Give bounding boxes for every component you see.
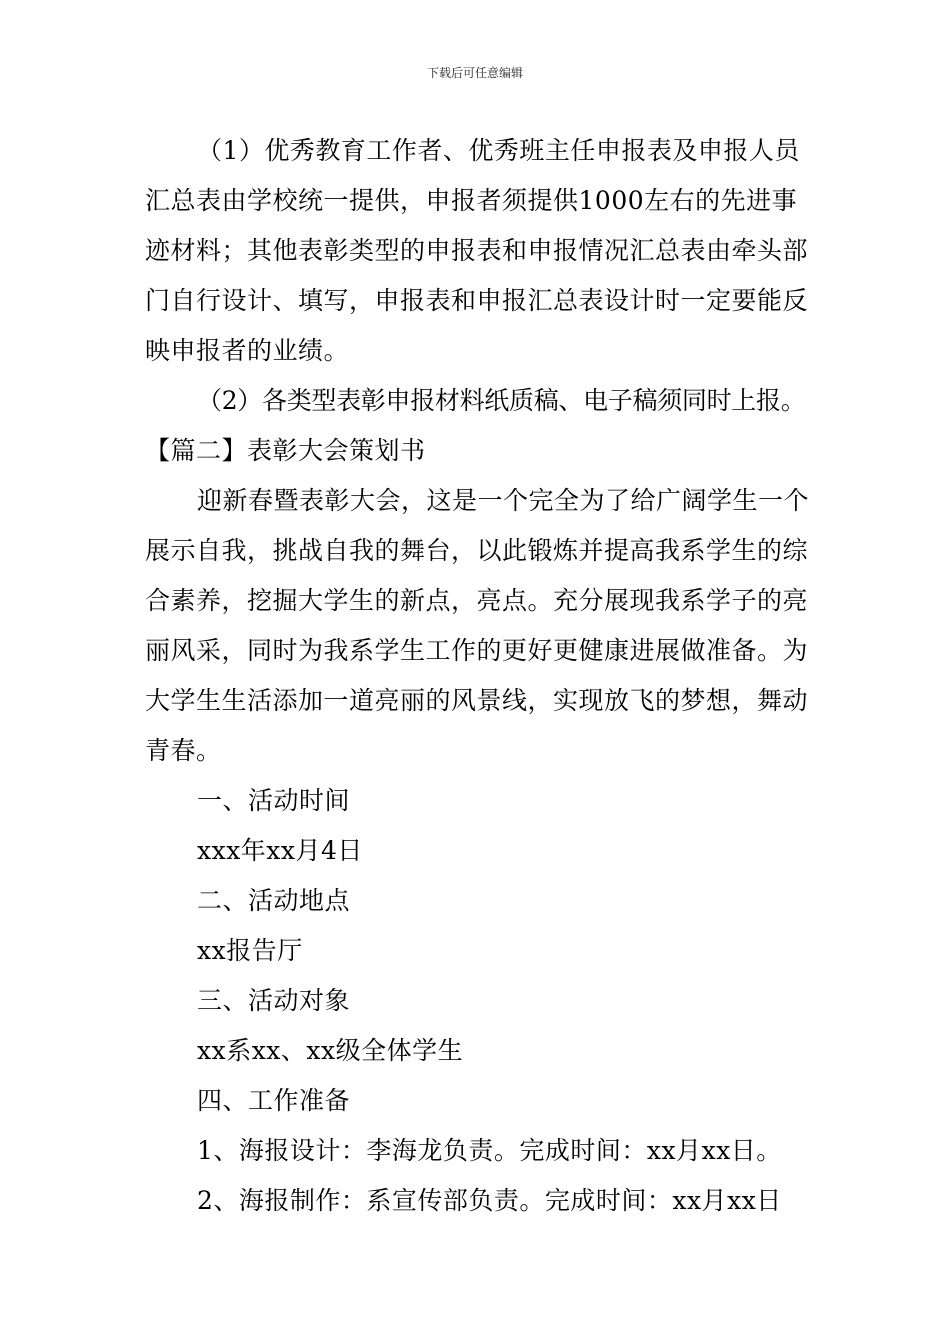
document-body bbox=[145, 126, 810, 1226]
heading-event-time: 一、活动时间 bbox=[197, 786, 351, 815]
page-header-note: 下载后可任意编辑 bbox=[426, 66, 523, 80]
task-poster-design: 1、海报设计：李海龙负责。完成时间：xx月xx日。 bbox=[197, 1136, 782, 1165]
heading-event-audience: 三、活动对象 bbox=[197, 986, 351, 1015]
paragraph-application-forms: （1）优秀教育工作者、优秀班主任申报表及申报人员汇总表由学校统一提供，申报者须提供1000左右的先进事迹材料；其他表彰类型的申报表和申报情况汇总表由牵头部门自行设计、填写，申报表和申报汇总表设计时一定要能反映申报者的业绩。 bbox=[145, 136, 809, 365]
paragraph-submission-materials: （2）各类型表彰申报材料纸质稿、电子稿须同时上报。 bbox=[197, 386, 806, 415]
paragraph-event-introduction: 迎新春暨表彰大会，这是一个完全为了给广阔学生一个展示自我，挑战自我的舞台，以此锻炼并提高我系学生的综合素养，挖掘大学生的新点，亮点。充分展现我系学子的亮丽风采，同时为我系学生工作的更好更健康进展做准备。为大学生生活添加一道亮丽的风景线，实现放飞的梦想，舞动青春。 bbox=[145, 486, 810, 765]
event-time-value: xxx年xx月4日 bbox=[197, 836, 363, 865]
heading-work-preparation: 四、工作准备 bbox=[197, 1086, 351, 1115]
section-heading-part-two: 【篇二】表彰大会策划书 bbox=[145, 436, 426, 465]
task-poster-production: 2、海报制作：系宣传部负责。完成时间：xx月xx日 bbox=[197, 1186, 782, 1215]
event-audience-value: xx系xx、xx级全体学生 bbox=[197, 1036, 464, 1065]
event-location-value: xx报告厅 bbox=[197, 936, 303, 965]
heading-event-location: 二、活动地点 bbox=[197, 886, 351, 915]
